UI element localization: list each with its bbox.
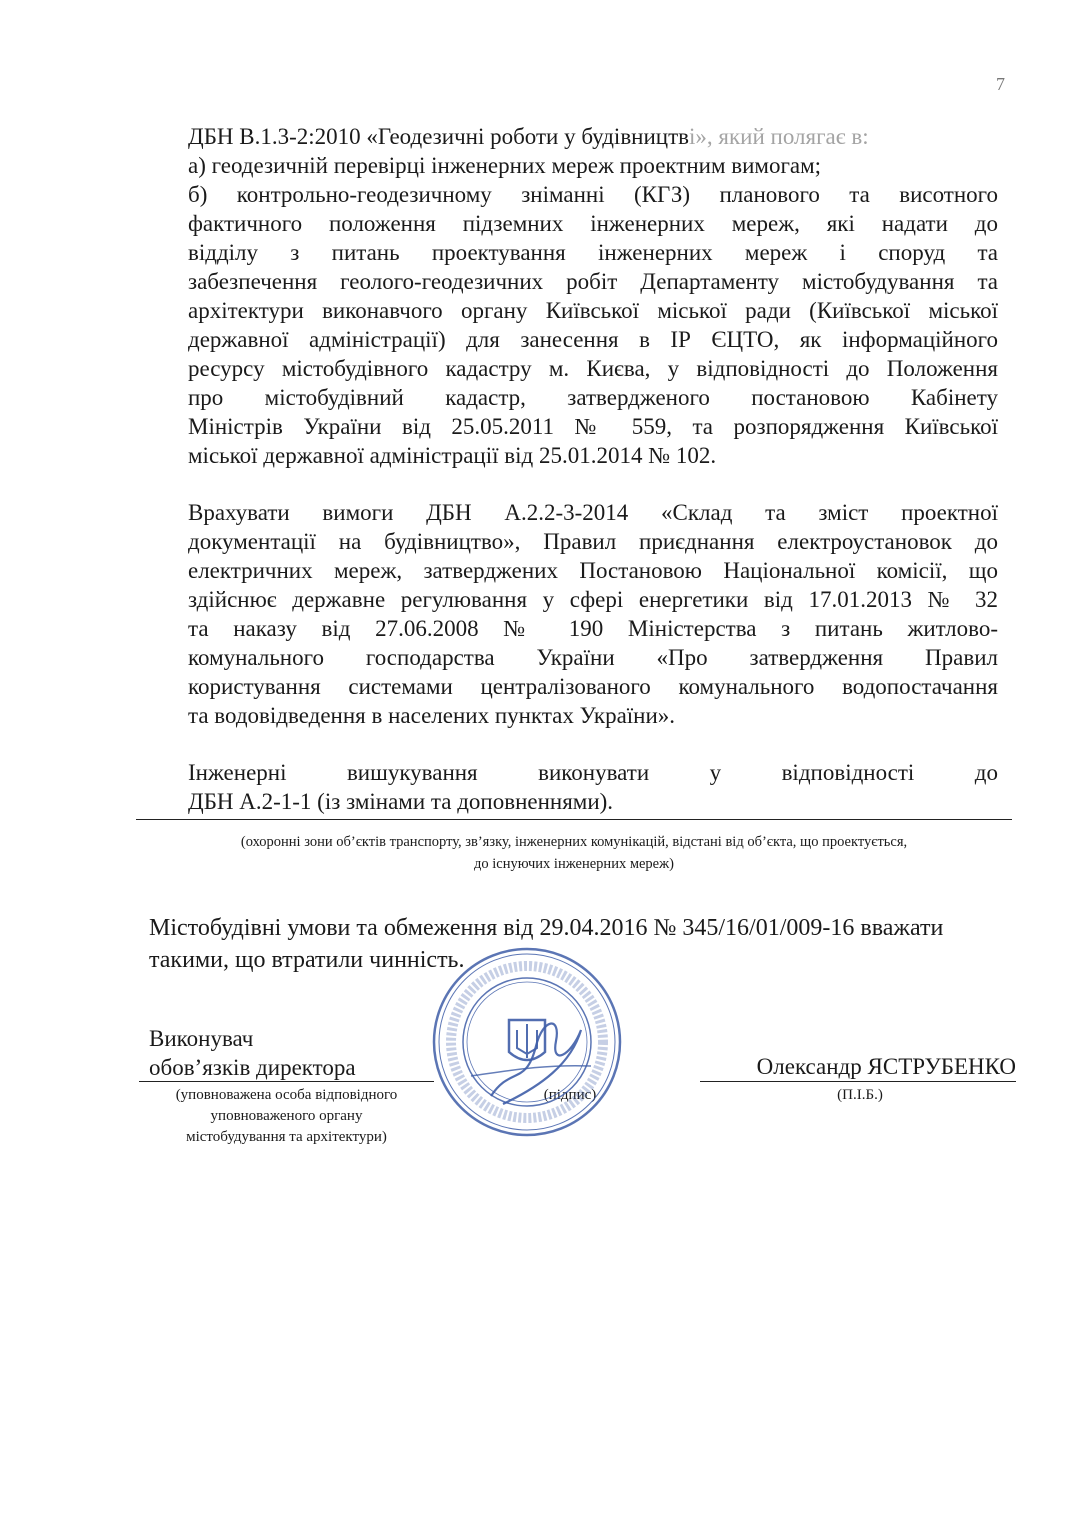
position-hint-line: уповноваженого органу	[210, 1108, 363, 1124]
hint-divider	[136, 819, 1012, 820]
position-hint	[139, 1085, 434, 1148]
paragraph-1-line: відділу з питань проектування інженерних мереж і споруд та	[188, 240, 998, 265]
signer-name: Олександр ЯСТРУБЕНКО	[756, 1054, 1016, 1079]
signer-position-line: обов’язків директора	[149, 1055, 356, 1080]
paragraph-1-line: б) контрольно-геодезичному зніманні (КГЗ) планового та висотного	[188, 182, 998, 207]
paragraph-2-line: користування системами централізованого комунального водопостачання	[188, 674, 998, 699]
position-underline	[139, 1081, 434, 1082]
hint-line: до існуючих інженерних мереж)	[474, 856, 674, 872]
signer-position	[149, 1024, 356, 1082]
paragraph-2-line: документації на будівництво», Правил приєднання електроустановок до	[188, 529, 998, 554]
hint-line: (охоронні зони об’єктів транспорту, зв’язку, інженерних комунікацій, відстані від об’єкта, що проектується,	[240, 834, 908, 850]
signature-caption: (підпис)	[543, 1087, 597, 1103]
faded-line-text: і», який полягає в:	[689, 124, 869, 149]
trident-icon	[509, 1020, 545, 1060]
paragraph-3-line: Інженерні вишукування виконувати у відповідності до	[188, 760, 998, 785]
paragraph-2-line: та водовідведення в населених пунктах України».	[188, 703, 676, 728]
paragraph-3-line: ДБН А.2-1-1 (із змінами та доповненнями).	[188, 789, 614, 814]
line-text: ДБН В.1.3-2:2010 «Геодезичні роботи у будівництв	[188, 124, 690, 149]
paragraph-1-line: ресурсу містобудівного кадастру м. Києва, у відповідності до Положення	[188, 356, 998, 381]
paragraph-2-line: та наказу від 27.06.2008 № 190 Міністерства з питань житлово-	[188, 616, 998, 641]
document-body	[188, 122, 998, 816]
paragraph-1-line: фактичного положення підземних інженерних мереж, які надати до	[188, 211, 998, 236]
name-caption: (П.І.Б.)	[837, 1087, 883, 1103]
paragraph-1-line: забезпечення геолого-геодезичних робіт Департаменту містобудування та	[188, 269, 998, 294]
official-stamp-icon	[431, 946, 623, 1138]
protection-zones-hint	[136, 831, 1012, 875]
paragraph-1-line	[188, 122, 998, 151]
paragraph-1-line: міської державної адміністрації від 25.01.2014 № 102.	[188, 443, 717, 468]
page-number: 7	[996, 74, 1005, 94]
signer-position-line: Виконувач	[149, 1026, 254, 1051]
position-hint-line: містобудування та архітектури)	[186, 1129, 387, 1145]
paragraph-1-line: архітектури виконавчого органу Київської міської ради (Київської міської	[188, 298, 998, 323]
paragraph-2-line: електричних мереж, затверджених Постановою Національної комісії, що	[188, 558, 998, 583]
name-underline	[700, 1081, 1016, 1082]
conclusion-line: такими, що втратили чинність.	[149, 947, 465, 973]
position-hint-line: (уповноважена особа відповідного	[175, 1087, 398, 1103]
paragraph-1-line: державної адміністрації) для занесення в ІР ЄЦТО, як інформаційного	[188, 327, 998, 352]
conclusion-line: Містобудівні умови та обмеження від 29.04.2016 № 345/16/01/009-16 вважати	[149, 915, 944, 941]
paragraph-2-line: комунального господарства України «Про затвердження Правил	[188, 645, 998, 670]
paragraph-1-line: а) геодезичній перевірці інженерних мереж проектним вимогам;	[188, 153, 822, 178]
paragraph-1-line: про містобудівний кадастр, затвердженого постановою Кабінету	[188, 385, 998, 410]
paragraph-1-line: Міністрів України від 25.05.2011 № 559, та розпорядження Київської	[188, 414, 998, 439]
paragraph-2-line: Врахувати вимоги ДБН А.2.2-3-2014 «Склад та зміст проектної	[188, 500, 998, 525]
paragraph-2-line: здійснює державне регулювання у сфері енергетики від 17.01.2013 № 32	[188, 587, 998, 612]
